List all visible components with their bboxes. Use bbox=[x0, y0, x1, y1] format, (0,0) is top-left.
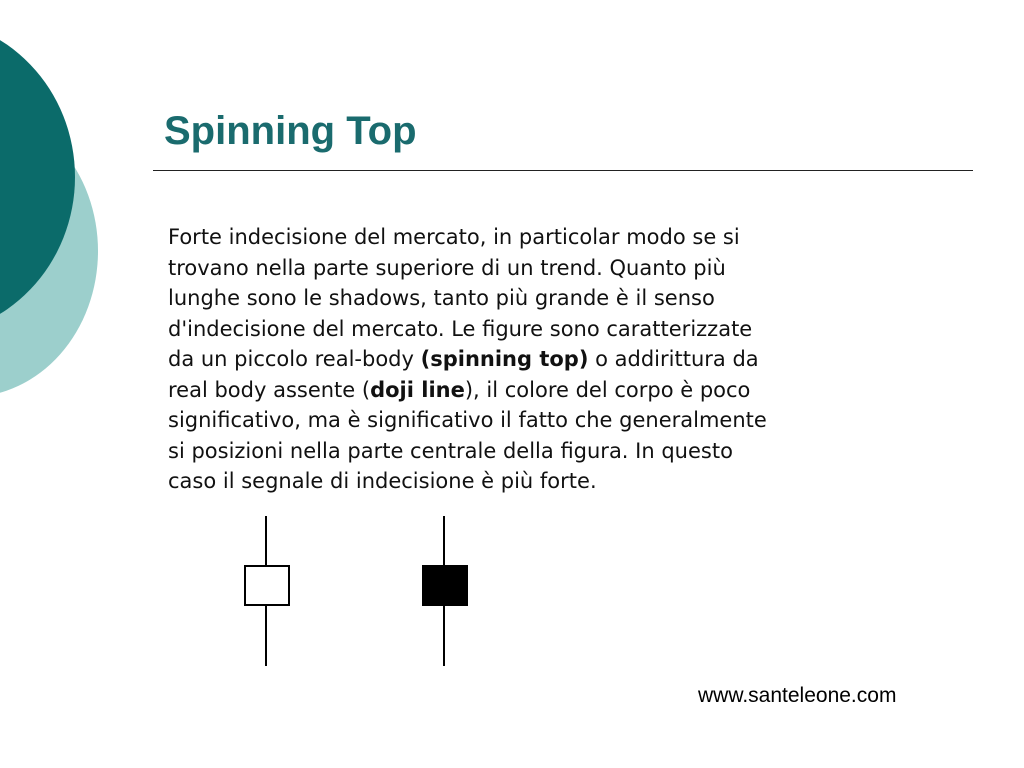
paragraph-line: da un piccolo real-body bbox=[168, 347, 421, 371]
spinning-top-term: (spinning top) bbox=[420, 347, 589, 371]
paragraph-line: si posizioni nella parte centrale della figura. In questo bbox=[168, 438, 733, 463]
paragraph-line: caso il segnale di indecisione è più forte. bbox=[168, 469, 597, 493]
paragraph-line: o addirittura da bbox=[588, 347, 759, 371]
paragraph-line: trovano nella parte superiore di un trend. Quanto più bbox=[168, 255, 726, 280]
doji-line-term: doji line bbox=[370, 377, 465, 402]
paragraph-line: Forte indecisione del mercato, in particolar modo se si bbox=[168, 225, 740, 249]
candle-body-black bbox=[423, 566, 467, 605]
paragraph-line: d'indecisione del mercato. Le figure sono caratterizzate bbox=[168, 316, 753, 341]
paragraph-line: real body assente ( bbox=[168, 377, 371, 402]
black-spinning-top-candle bbox=[423, 516, 467, 666]
paragraph-line: significativo, ma è significativo il fatto che generalmente bbox=[168, 408, 767, 432]
footer-website: www.santeleone.com bbox=[698, 684, 897, 707]
paragraph-line: ), il colore del corpo è poco bbox=[464, 377, 751, 402]
paragraph-line: lunghe sono le shadows, tanto più grande è il senso bbox=[168, 286, 715, 310]
candle-body-white bbox=[245, 566, 289, 605]
white-spinning-top-candle bbox=[245, 516, 289, 666]
slide-title: Spinning Top bbox=[164, 109, 417, 153]
